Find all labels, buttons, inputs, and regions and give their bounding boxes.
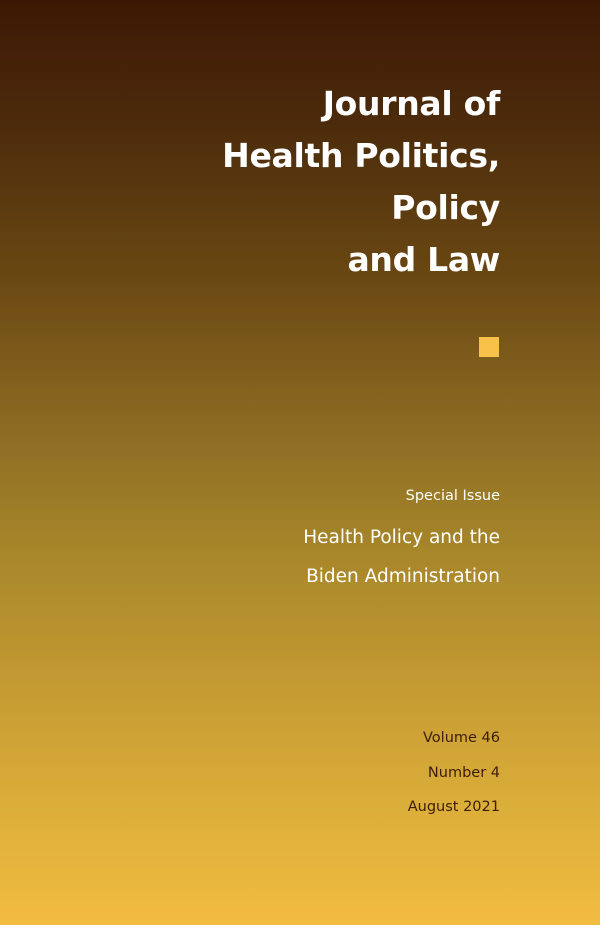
special-issue-label: Special Issue: [405, 488, 500, 504]
issue-date: August 2021: [407, 799, 500, 815]
issue-volume: Volume 46: [423, 730, 500, 746]
special-issue-title: [140, 518, 500, 596]
issue-number: Number 4: [427, 764, 500, 781]
journal-title-line-1: Journal of: [322, 84, 500, 123]
journal-title-line-4: and Law: [347, 240, 500, 279]
accent-square-icon: [479, 337, 499, 357]
journal-title-line-3: Policy: [391, 188, 500, 227]
journal-title-line-2: Health Politics,: [222, 136, 500, 175]
issue-info: [408, 721, 500, 825]
journal-title: [80, 78, 500, 286]
special-issue-title-line-2: Biden Administration: [306, 566, 500, 587]
special-issue-title-line-1: Health Policy and the: [303, 527, 500, 548]
